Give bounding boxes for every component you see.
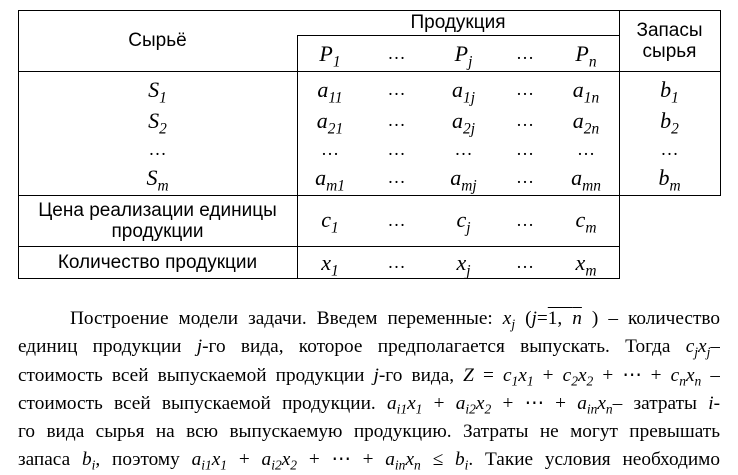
cell-r3-c5: … [577,138,595,159]
paragraph-line-5: го вида сырья на всю выпускаемую продукцию. Затраты не могут превышать [18,421,720,443]
table-border-bottom [18,278,620,279]
paragraph-line-1: Построение модели задачи. Введем переменные: $x_j$ (j=1, n ) – количество [70,308,720,332]
price-c5: $c_m$ [575,207,597,237]
formula-constraint: $a_{i1}x_1 + a_{i2}x_2$ + ⋯ + $a_{in}x_n \le b_i$ [191,449,469,474]
formula-cost: $c_jx_j$ [685,336,711,361]
paragraph-line-6: запаса $b_i$, поэтому $a_{i1}x_1 + a_{i2}x_2$ + ⋯ + $a_{in}x_n \le b_i$. Такие условия необходимо [18,449,720,474]
cell-r2-c1: $a_{21}$ [316,107,344,137]
paragraph-line-4: стоимость всей выпускаемой продукции. $a_{i1}x_1 + a_{i2}x_2$ + ⋯ + $a_{in}x_n-$ затраты i- [18,392,720,417]
cell-r4-c4: … [516,167,534,187]
stock-r1: $b_1$ [660,76,679,106]
price-c4: … [516,209,534,230]
cell-r4-c3: $a_{mj}$ [450,164,477,194]
cell-r1-c3: $a_{1j}$ [452,76,475,106]
cell-r4-c1: $a_{m1}$ [315,164,345,194]
cell-r4-c2: … [387,167,406,187]
cell-r2-c5: $a_{2n}$ [572,107,600,137]
header-products: Продукция [410,12,506,33]
row-label-3: … [148,138,167,159]
price-c3: $c_j$ [456,207,471,237]
table-border-right [720,10,721,196]
cell-r1-c1: $a_{11}$ [317,76,343,106]
formula-objective: $Z = c_1x_1 + c_2x_2$ + ⋯ + $c_nx_n$ [463,364,702,389]
price-row-label [18,196,297,246]
header-product-5: $P_n$ [575,40,597,70]
stock-r4: $b_m$ [658,164,681,194]
cell-r2-c4: … [516,110,534,130]
header-stock [619,10,720,71]
cell-r3-c1: … [321,138,339,159]
paragraph-line-3: стоимость всей выпускаемой продукции j-го вида, $Z = c_1x_1 + c_2x_2$ + ⋯ + $c_nx_n$ – [18,364,720,389]
header-stock-line2: сырья [642,40,697,62]
row-label-1: $S_1$ [148,76,167,106]
quantity-c1: $x_1$ [321,249,339,279]
cell-r3-c2: … [387,138,406,159]
cell-r3-c3: … [454,138,473,159]
quantity-c5: $x_m$ [575,249,597,279]
paragraph-line-2: единиц продукции j-го вида, которое предполагается выпускать. Тогда $c_jx_j-$ [18,336,720,361]
cell-r4-c5: $a_{mn}$ [571,164,601,194]
cell-r1-c5: $a_{1n}$ [572,76,600,106]
stock-r2: $b_2$ [660,107,679,137]
price-label-line2: продукции [111,221,204,242]
table-header-bottom-line [18,71,720,72]
formula-resource-use: $a_{i1}x_1 + a_{i2}x_2$ + ⋯ + $a_{in}x_n$ [386,392,613,417]
cell-r1-c4: … [516,79,534,99]
header-product-1: $P_1$ [319,40,341,70]
cell-r2-c3: $a_{2j}$ [452,107,475,137]
header-product-2: … [387,43,406,63]
model-paragraph [18,305,720,475]
header-stock-line1: Запасы [636,19,703,41]
quantity-c3: $x_j$ [456,249,471,279]
formula-variables: $x_j$ (j=1, n ) [502,308,599,332]
cell-r3-c4: … [516,138,534,159]
cell-r2-c2: … [387,110,406,130]
row-label-4: $S_m$ [146,164,169,194]
price-label-line1: Цена реализации единицы [38,200,277,221]
quantity-row-label: Количество продукции [57,252,258,273]
price-c1: $c_1$ [321,207,339,237]
quantity-c4: … [516,252,534,272]
header-raw-material: Сырьё [128,30,187,51]
row-label-2: $S_2$ [148,107,167,137]
header-product-4: … [516,43,534,63]
price-c2: … [387,209,406,230]
cell-r1-c2: … [387,79,406,99]
quantity-c2: … [387,252,406,272]
stock-r3: … [660,138,679,159]
header-product-3: $P_j$ [454,40,473,70]
